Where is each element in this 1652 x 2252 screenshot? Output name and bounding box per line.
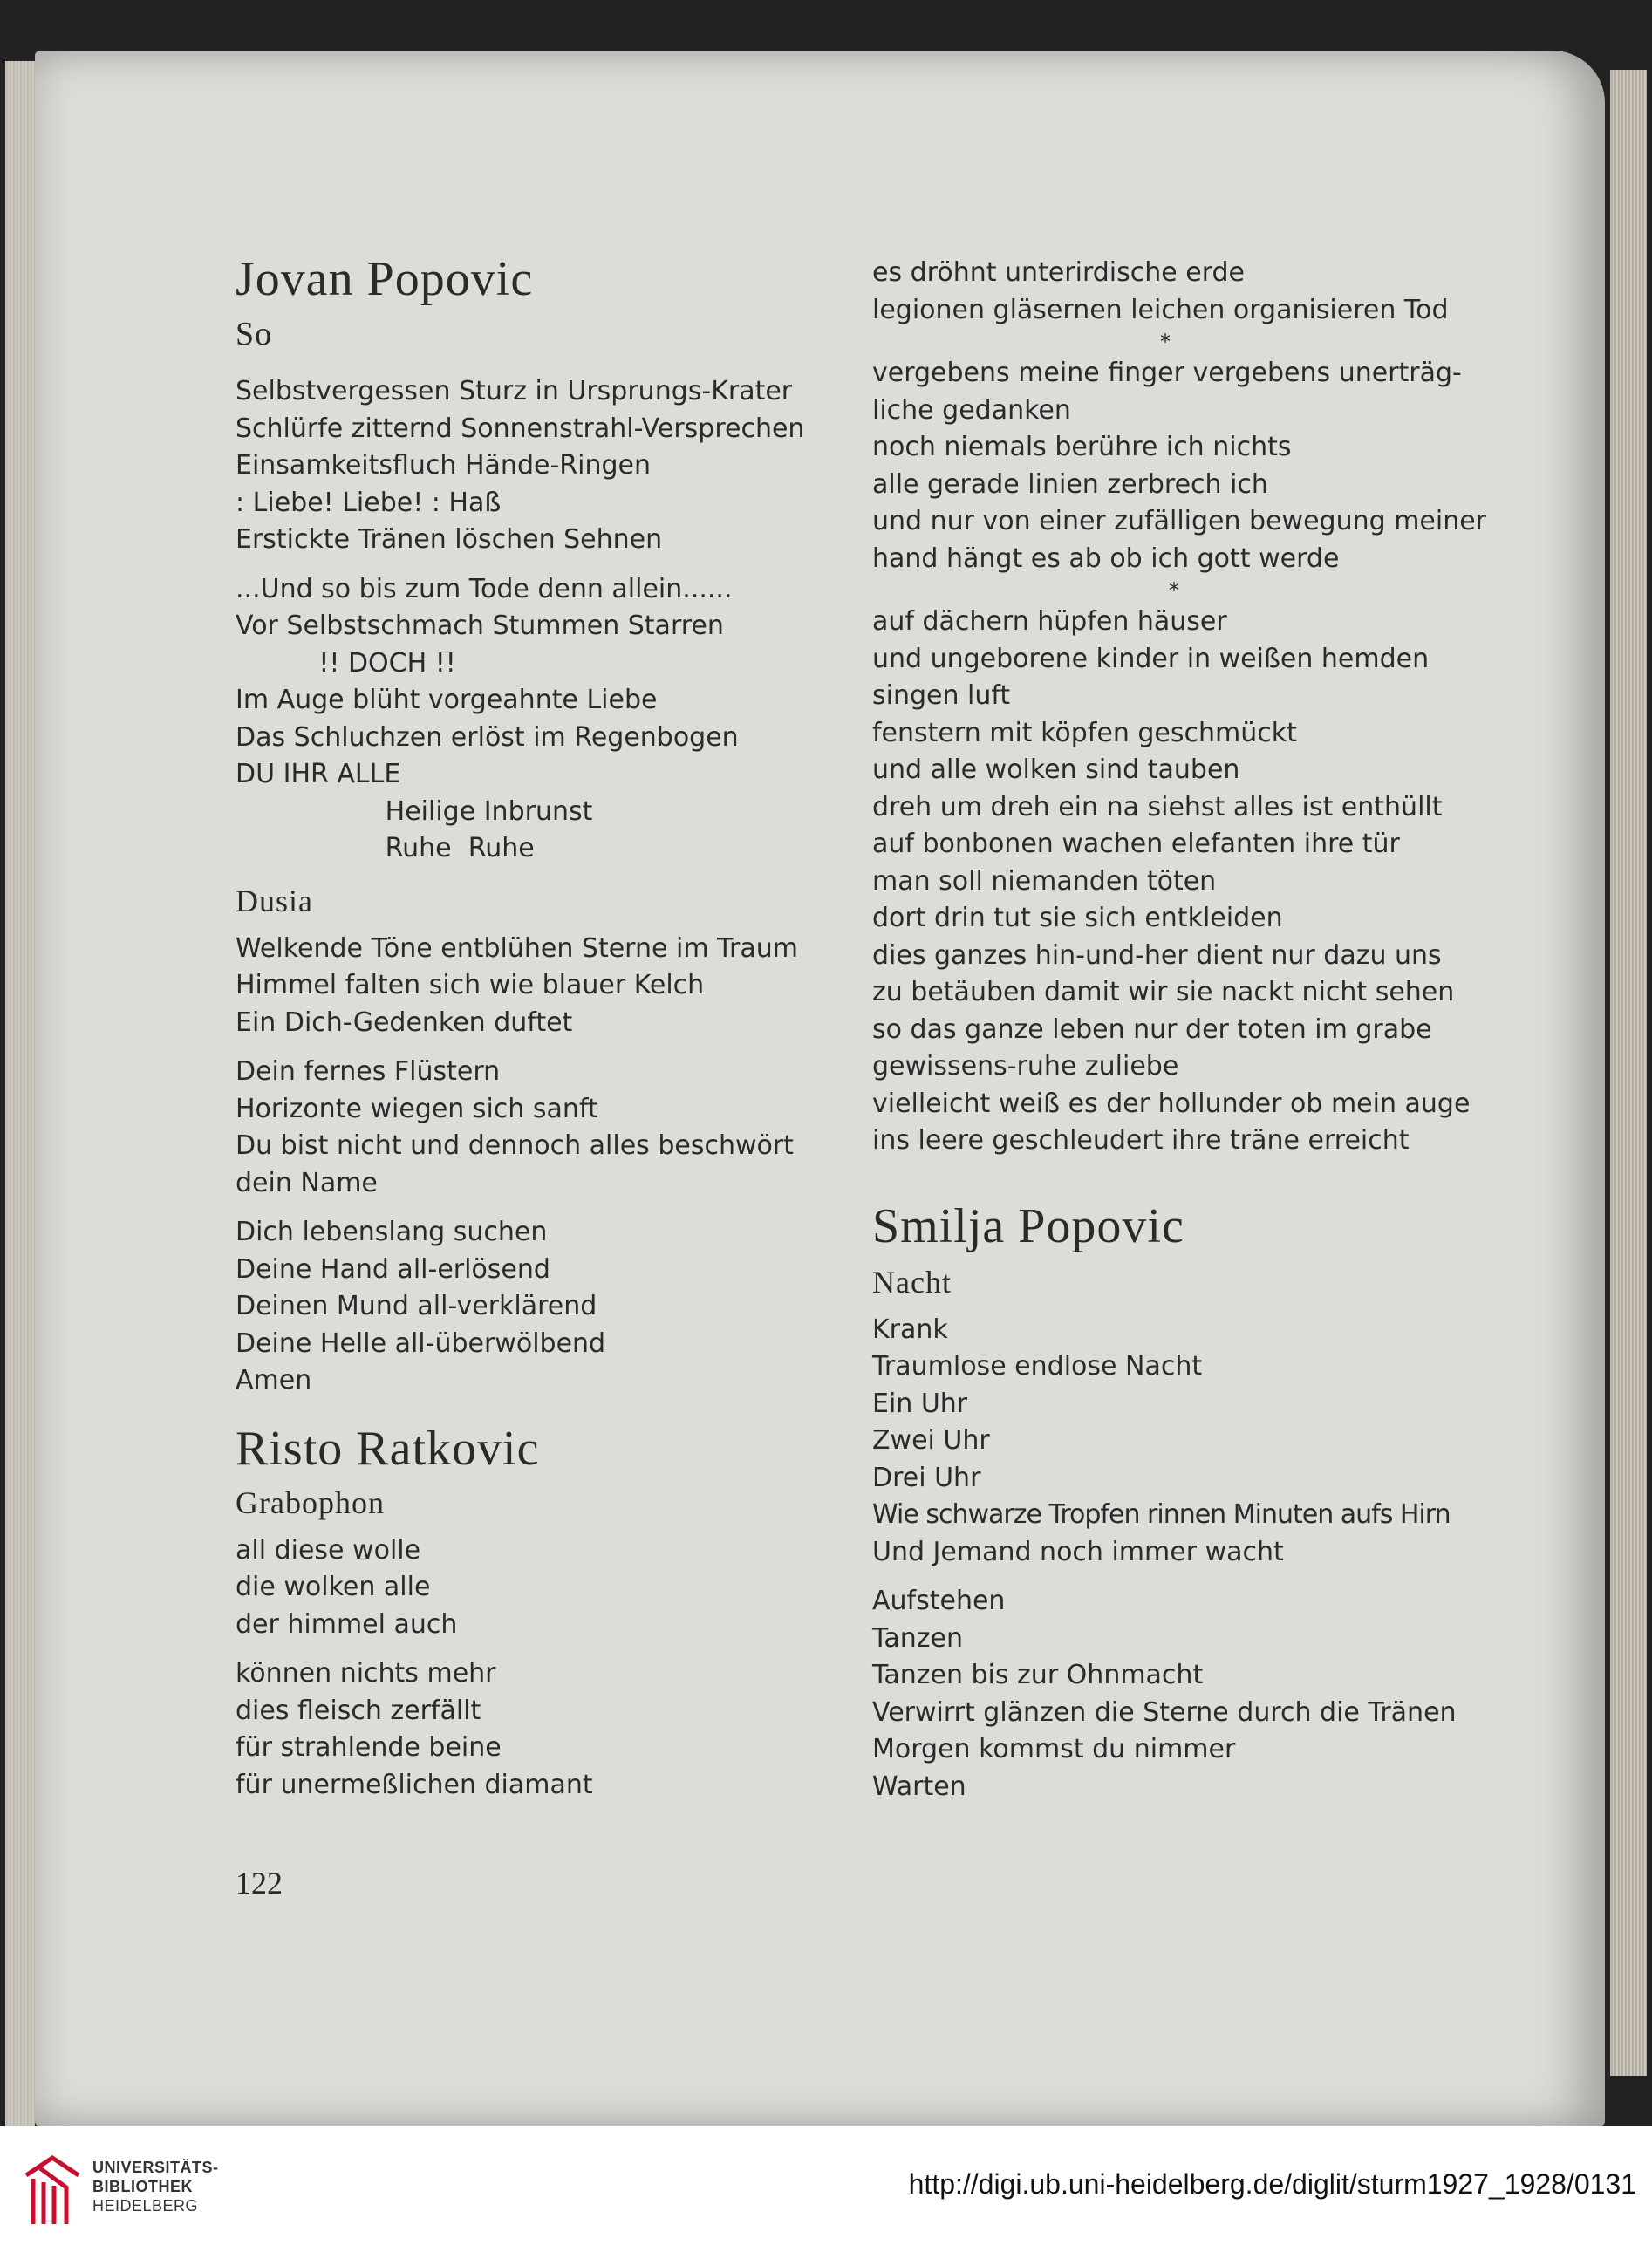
poem-title-grabophon: Grabophon bbox=[236, 1484, 385, 1520]
poem-line: Schlürfe zitternd Sonnenstrahl-Versprechen bbox=[236, 413, 805, 444]
poem-line: Tanzen bbox=[872, 1622, 963, 1654]
poem-line: Deine Helle all-überwölbend bbox=[236, 1327, 606, 1359]
stanza bbox=[236, 373, 846, 559]
author-smilja-popovic: Smilja Popovic bbox=[872, 1198, 1184, 1253]
poem-line: liche gedanken bbox=[872, 394, 1071, 426]
poem-line: auf bonbonen wachen elefanten ihre tür bbox=[872, 829, 1400, 859]
poem-line: Deinen Mund all-verklärend bbox=[236, 1291, 597, 1321]
poem-line: auf dächern hüpfen häuser bbox=[872, 606, 1227, 637]
poem-line: man soll niemanden töten bbox=[872, 865, 1217, 897]
poem-line: all diese wolle bbox=[236, 1534, 421, 1566]
poem-line: vielleicht weiß es der hollunder ob mein auge bbox=[872, 1088, 1471, 1119]
poem-line: Dein fernes Flüstern bbox=[236, 1056, 501, 1087]
poem-title-so: So bbox=[236, 316, 273, 352]
stanza bbox=[236, 1532, 846, 1644]
poem-line: Im Auge blüht vorgeahnte Liebe bbox=[236, 685, 658, 715]
poem-line: es dröhnt unterirdische erde bbox=[872, 257, 1246, 288]
poem-line: so das ganze leben nur der toten im grabe bbox=[872, 1013, 1432, 1045]
poem-line: : Liebe! Liebe! : Haß bbox=[236, 487, 502, 518]
poem-line: vergebens meine finger vergebens unerträg- bbox=[872, 358, 1462, 388]
library-name-line: UNIVERSITÄTS- bbox=[92, 2159, 219, 2176]
stanza bbox=[236, 1054, 846, 1202]
poem-title-dusia: Dusia bbox=[236, 883, 313, 918]
poem-line: die wolken alle bbox=[236, 1572, 431, 1602]
poem-line: hand hängt es ab ob ich gott werde bbox=[872, 543, 1340, 574]
poem-line: Drei Uhr bbox=[872, 1462, 981, 1493]
poem-line: Horizonte wiegen sich sanft bbox=[236, 1093, 598, 1124]
poem-line: Ruhe Ruhe bbox=[236, 833, 535, 863]
poem-line: Heilige Inbrunst bbox=[236, 795, 593, 827]
poem-line: Selbstvergessen Sturz in Ursprungs-Krater bbox=[236, 376, 793, 406]
poem-line: noch niemals berühre ich nichts bbox=[872, 432, 1292, 462]
poem-line: Ein Dich-Gedenken duftet bbox=[236, 1007, 573, 1038]
stanza bbox=[872, 604, 1483, 1160]
page-stack-left bbox=[5, 61, 35, 2126]
library-name bbox=[92, 2158, 219, 2215]
right-column bbox=[872, 255, 1487, 1818]
footer-bar bbox=[0, 2126, 1652, 2252]
poem-line: ins leere geschleudert ihre träne erreicht bbox=[872, 1125, 1410, 1156]
poem-line: Aufstehen bbox=[872, 1586, 1006, 1616]
poem-line: Vor Selbstschmach Stummen Starren bbox=[236, 611, 724, 641]
poem-line: können nichts mehr bbox=[236, 1658, 496, 1689]
poem-line: Tanzen bis zur Ohnmacht bbox=[872, 1660, 1204, 1690]
poem-line: dreh um dreh ein na siehst alles ist enthüllt bbox=[872, 791, 1443, 822]
stanza bbox=[872, 1583, 1483, 1805]
poem-line: Himmel falten sich wie blauer Kelch bbox=[236, 970, 705, 1000]
asterisk-separator: * bbox=[1160, 330, 1171, 354]
poem-line: Dich lebenslang suchen bbox=[236, 1217, 548, 1247]
poem-line: Krank bbox=[872, 1314, 948, 1345]
poem-line: dort drin tut sie sich entkleiden bbox=[872, 903, 1283, 933]
poem-line: dies ganzes hin-und-her dient nur dazu uns bbox=[872, 939, 1442, 971]
library-name-line: HEIDELBERG bbox=[92, 2197, 199, 2214]
poem-line: Verwirrt glänzen die Sterne durch die Tränen bbox=[872, 1696, 1457, 1728]
poem-line: Amen bbox=[236, 1365, 312, 1396]
poem-line: Wie schwarze Tropfen rinnen Minuten aufs Hirn bbox=[872, 1499, 1451, 1530]
poem-line: DU IHR ALLE bbox=[236, 759, 401, 789]
poem-line: Welkende Töne entblühen Sterne im Traum bbox=[236, 932, 798, 964]
left-column bbox=[236, 251, 846, 1816]
asterisk-separator: * bbox=[1169, 578, 1179, 603]
poem-line: fenstern mit köpfen geschmückt bbox=[872, 717, 1297, 748]
poem-title-nacht: Nacht bbox=[872, 1264, 952, 1300]
poem-line: Das Schluchzen erlöst im Regenbogen bbox=[236, 721, 739, 753]
poem-line: dein Name bbox=[236, 1167, 378, 1198]
poem-line: der himmel auch bbox=[236, 1608, 458, 1640]
poem-line: für unermeßlichen diamant bbox=[236, 1769, 593, 1800]
page-stack-right bbox=[1610, 70, 1647, 2076]
poem-line: Und Jemand noch immer wacht bbox=[872, 1536, 1284, 1567]
poem-line: und ungeborene kinder in weißen hemden bbox=[872, 643, 1430, 674]
stanza bbox=[236, 1214, 846, 1400]
poem-line: Erstickte Tränen löschen Sehnen bbox=[236, 524, 663, 555]
stanza bbox=[236, 931, 846, 1042]
poem-line: Einsamkeitsfluch Hände-Ringen bbox=[236, 450, 651, 481]
author-jovan-popovic: Jovan Popovic bbox=[236, 252, 534, 306]
poem-line: und nur von einer zufälligen bewegung meiner bbox=[872, 506, 1487, 536]
poem-line: Morgen kommst du nimmer bbox=[872, 1734, 1236, 1764]
source-url-link[interactable]: http://digi.ub.uni-heidelberg.de/diglit/sturm1927_1928/0131 bbox=[908, 2168, 1636, 2200]
poem-line: für strahlende beine bbox=[236, 1732, 502, 1763]
poem-line: dies fleisch zerfällt bbox=[236, 1695, 481, 1726]
poem-line: gewissens-ruhe zuliebe bbox=[872, 1051, 1179, 1082]
poem-line: ...Und so bis zum Tode denn allein...... bbox=[236, 573, 733, 604]
author-risto-ratkovic: Risto Ratkovic bbox=[236, 1421, 540, 1476]
stanza bbox=[236, 571, 846, 868]
library-logo-icon bbox=[21, 2149, 84, 2229]
poem-line: Traumlose endlose Nacht bbox=[872, 1351, 1203, 1382]
poem-line: alle gerade linien zerbrech ich bbox=[872, 468, 1268, 500]
library-name-line: BIBLIOTHEK bbox=[92, 2178, 193, 2195]
poem-line: und alle wolken sind tauben bbox=[872, 754, 1240, 785]
poem-line: Ein Uhr bbox=[872, 1388, 968, 1419]
poem-line: Du bist nicht und dennoch alles beschwört bbox=[236, 1130, 794, 1161]
stanza bbox=[872, 1312, 1483, 1572]
poem-line: Zwei Uhr bbox=[872, 1425, 990, 1456]
poem-line: zu betäuben damit wir sie nackt nicht sehen bbox=[872, 977, 1455, 1007]
poem-line: Warten bbox=[872, 1771, 966, 1802]
stanza bbox=[236, 1655, 846, 1804]
page-number: 122 bbox=[236, 1866, 283, 1901]
poem-line: legionen gläsernen leichen organisieren Tod bbox=[872, 294, 1449, 325]
poem-line: singen luft bbox=[872, 680, 1011, 711]
poem-line: Deine Hand all-erlösend bbox=[236, 1253, 550, 1285]
stanza bbox=[872, 255, 1483, 329]
stanza bbox=[872, 355, 1487, 577]
poem-line: !! DOCH !! bbox=[236, 647, 456, 679]
